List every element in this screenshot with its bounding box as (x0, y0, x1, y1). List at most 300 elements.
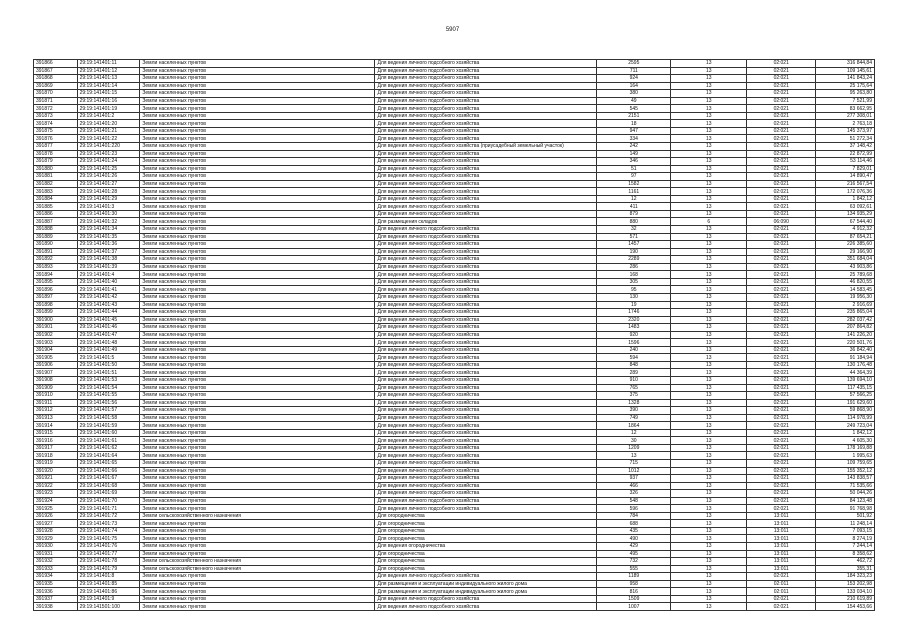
code-cell: 02:021 (747, 376, 816, 384)
table-row (34, 527, 875, 535)
row-number-cell: 391932 (34, 558, 78, 566)
row-number-cell: 391891 (34, 248, 78, 256)
group-cell: 13 (671, 112, 747, 120)
cadastral-number-cell: 29:19:141401:13 (77, 75, 140, 83)
permitted-use-cell: Для ведения личного подсобного хозяйства (375, 505, 597, 513)
area-cell: 429 (597, 543, 671, 551)
table-row (34, 67, 875, 75)
group-cell: 13 (671, 165, 747, 173)
table-row (34, 60, 875, 68)
cadastral-value-cell: 7 521,99 (816, 97, 875, 105)
permitted-use-cell: Для ведения личного подсобного хозяйства (375, 135, 597, 143)
table-row (34, 565, 875, 573)
table-row (34, 226, 875, 234)
area-cell: 435 (597, 527, 671, 535)
permitted-use-cell: Для ведения личного подсобного хозяйства (375, 120, 597, 128)
group-cell: 13 (671, 490, 747, 498)
cadastral-number-cell: 29:19:141401:24 (77, 158, 140, 166)
area-cell: 346 (597, 158, 671, 166)
land-category-cell: Земли населенных пунктов (140, 316, 375, 324)
land-category-cell: Земли населенных пунктов (140, 60, 375, 68)
row-number-cell: 391878 (34, 150, 78, 158)
table-row (34, 573, 875, 581)
table-row (34, 520, 875, 528)
code-cell: 13:011 (747, 520, 816, 528)
area-cell: 97 (597, 173, 671, 181)
group-cell: 13 (671, 392, 747, 400)
area-cell: 879 (597, 210, 671, 218)
cadastral-number-cell: 29:19:141401:23 (77, 150, 140, 158)
area-cell: 19 (597, 301, 671, 309)
code-cell: 02:021 (747, 324, 816, 332)
cadastral-value-cell: 83 662,95 (816, 105, 875, 113)
cadastral-value-cell: 216 567,54 (816, 180, 875, 188)
cadastral-value-cell: 316 844,84 (816, 60, 875, 68)
cadastral-number-cell: 29:19:141401:11 (77, 60, 140, 68)
row-number-cell: 391920 (34, 467, 78, 475)
cadastral-value-cell: 4 605,30 (816, 437, 875, 445)
cadastral-value-cell: 220 501,76 (816, 339, 875, 347)
area-cell: 240 (597, 346, 671, 354)
code-cell: 02:021 (747, 180, 816, 188)
code-cell: 02:021 (747, 384, 816, 392)
table-row (34, 316, 875, 324)
cadastral-number-cell: 29:19:141401:56 (77, 399, 140, 407)
group-cell: 13 (671, 90, 747, 98)
land-category-cell: Земли населенных пунктов (140, 324, 375, 332)
area-cell: 571 (597, 233, 671, 241)
code-cell: 02:021 (747, 339, 816, 347)
cadastral-number-cell: 29:19:141401:70 (77, 497, 140, 505)
permitted-use-cell: Для ведения личного подсобного хозяйства (375, 112, 597, 120)
land-category-cell: Земли населенных пунктов (140, 180, 375, 188)
table-row (34, 399, 875, 407)
code-cell: 02:021 (747, 127, 816, 135)
area-cell: 2151 (597, 112, 671, 120)
cadastral-value-cell: 141 843,24 (816, 75, 875, 83)
row-number-cell: 391935 (34, 580, 78, 588)
code-cell: 13:011 (747, 543, 816, 551)
code-cell: 02:021 (747, 135, 816, 143)
group-cell: 13 (671, 316, 747, 324)
group-cell: 13 (671, 331, 747, 339)
cadastral-value-cell: 67 544,40 (816, 218, 875, 226)
permitted-use-cell: Для ведения личного подсобного хозяйства (375, 354, 597, 362)
cadastral-number-cell: 29:19:141401:72 (77, 512, 140, 520)
permitted-use-cell: Для ведения личного подсобного хозяйства (375, 256, 597, 264)
row-number-cell: 391923 (34, 490, 78, 498)
group-cell: 13 (671, 173, 747, 181)
cadastral-number-cell: 29:19:141401:76 (77, 543, 140, 551)
area-cell: 305 (597, 278, 671, 286)
row-number-cell: 391889 (34, 233, 78, 241)
cadastral-value-cell: 133 034,10 (816, 588, 875, 596)
row-number-cell: 391910 (34, 392, 78, 400)
land-category-cell: Земли населенных пунктов (140, 90, 375, 98)
group-cell: 13 (671, 301, 747, 309)
area-cell: 880 (597, 218, 671, 226)
permitted-use-cell: Для ведения личного подсобного хозяйства (375, 226, 597, 234)
cadastral-value-cell: 7 093,15 (816, 527, 875, 535)
code-cell: 02:021 (747, 97, 816, 105)
land-category-cell: Земли населенных пунктов (140, 165, 375, 173)
group-cell: 13 (671, 82, 747, 90)
cadastral-number-cell: 29:19:141401:48 (77, 339, 140, 347)
code-cell: 02:021 (747, 437, 816, 445)
code-cell: 02:021 (747, 346, 816, 354)
permitted-use-cell: Для ведения личного подсобного хозяйства (375, 127, 597, 135)
row-number-cell: 391883 (34, 188, 78, 196)
table-row (34, 414, 875, 422)
table-row (34, 437, 875, 445)
land-category-cell: Земли населенных пунктов (140, 475, 375, 483)
area-cell: 816 (597, 588, 671, 596)
area-cell: 910 (597, 376, 671, 384)
code-cell: 13:011 (747, 558, 816, 566)
permitted-use-cell: Для ведения личного подсобного хозяйства (375, 248, 597, 256)
table-row (34, 241, 875, 249)
cadastral-number-cell: 29:19:141401:53 (77, 376, 140, 384)
table-row (34, 543, 875, 551)
cadastral-value-cell: 95 263,80 (816, 90, 875, 98)
land-category-cell: Земли населенных пунктов (140, 520, 375, 528)
cadastral-number-cell: 29:19:141401:39 (77, 263, 140, 271)
table-row (34, 429, 875, 437)
area-cell: 545 (597, 105, 671, 113)
land-category-cell: Земли населенных пунктов (140, 339, 375, 347)
row-number-cell: 391867 (34, 67, 78, 75)
cadastral-value-cell: 143 838,57 (816, 475, 875, 483)
code-cell: 02:021 (747, 150, 816, 158)
area-cell: 947 (597, 127, 671, 135)
code-cell: 02:021 (747, 248, 816, 256)
permitted-use-cell: Для ведения личного подсобного хозяйства (375, 399, 597, 407)
table-row (34, 82, 875, 90)
cadastral-number-cell: 29:19:141401:64 (77, 452, 140, 460)
cadastral-number-cell: 29:19:141401:19 (77, 105, 140, 113)
permitted-use-cell: Для ведения личного подсобного хозяйства (375, 60, 597, 68)
code-cell: 02:021 (747, 226, 816, 234)
land-category-cell: Земли населенных пунктов (140, 226, 375, 234)
cadastral-number-cell: 29:19:141401:9 (77, 595, 140, 603)
row-number-cell: 391903 (34, 339, 78, 347)
permitted-use-cell: Для ведения личного подсобного хозяйства (375, 105, 597, 113)
group-cell: 13 (671, 520, 747, 528)
row-number-cell: 391895 (34, 278, 78, 286)
row-number-cell: 391890 (34, 241, 78, 249)
group-cell: 13 (671, 452, 747, 460)
land-category-cell: Земли населенных пунктов (140, 414, 375, 422)
table-row (34, 407, 875, 415)
land-category-cell: Земли населенных пунктов (140, 429, 375, 437)
row-number-cell: 391906 (34, 361, 78, 369)
cadastral-value-cell: 7 829,01 (816, 165, 875, 173)
area-cell: 18 (597, 120, 671, 128)
row-number-cell: 391917 (34, 444, 78, 452)
row-number-cell: 391877 (34, 143, 78, 151)
row-number-cell: 391921 (34, 475, 78, 483)
cadastral-number-cell: 29:19:141401:26 (77, 173, 140, 181)
cadastral-number-cell: 29:19:141401:32 (77, 218, 140, 226)
permitted-use-cell: Для ведения личного подсобного хозяйства (375, 422, 597, 430)
permitted-use-cell: Для ведения огородничества (375, 543, 597, 551)
land-category-cell: Земли населенных пунктов (140, 369, 375, 377)
area-cell: 924 (597, 75, 671, 83)
code-cell: 02:021 (747, 467, 816, 475)
table-row (34, 588, 875, 596)
land-category-cell: Земли населенных пунктов (140, 248, 375, 256)
area-cell: 380 (597, 90, 671, 98)
group-cell: 13 (671, 135, 747, 143)
cadastral-value-cell: 139 694,10 (816, 376, 875, 384)
cadastral-value-cell: 29 166,90 (816, 248, 875, 256)
table-row (34, 369, 875, 377)
group-cell: 13 (671, 369, 747, 377)
cadastral-value-cell: 14 583,45 (816, 286, 875, 294)
area-cell: 32 (597, 226, 671, 234)
permitted-use-cell: Для огородничества (375, 558, 597, 566)
area-cell: 1457 (597, 241, 671, 249)
permitted-use-cell: Для ведения личного подсобного хозяйства (375, 361, 597, 369)
table-row (34, 278, 875, 286)
cadastral-value-cell: 249 723,04 (816, 422, 875, 430)
table-row (34, 444, 875, 452)
code-cell: 02:021 (747, 301, 816, 309)
cadastral-number-cell: 29:19:141401:85 (77, 580, 140, 588)
area-cell: 190 (597, 248, 671, 256)
code-cell: 02:021 (747, 105, 816, 113)
table-row (34, 195, 875, 203)
area-cell: 1007 (597, 603, 671, 611)
group-cell: 13 (671, 75, 747, 83)
cadastral-value-cell: 8 358,62 (816, 550, 875, 558)
group-cell: 13 (671, 293, 747, 301)
code-cell: 02:021 (747, 309, 816, 317)
permitted-use-cell: Для ведения личного подсобного хозяйства (375, 165, 597, 173)
land-category-cell: Земли населенных пунктов (140, 505, 375, 513)
cadastral-number-cell: 29:19:141401:51 (77, 369, 140, 377)
table-row (34, 158, 875, 166)
cadastral-value-cell: 134 935,29 (816, 210, 875, 218)
code-cell: 02:021 (747, 120, 816, 128)
permitted-use-cell: Для ведения личного подсобного хозяйства (375, 407, 597, 415)
permitted-use-cell: Для ведения личного подсобного хозяйства (375, 150, 597, 158)
row-number-cell: 391879 (34, 158, 78, 166)
row-number-cell: 391937 (34, 595, 78, 603)
group-cell: 13 (671, 399, 747, 407)
area-cell: 326 (597, 490, 671, 498)
permitted-use-cell: Для ведения личного подсобного хозяйства (375, 452, 597, 460)
cadastral-value-cell: 43 903,86 (816, 263, 875, 271)
cadastral-value-cell: 109 145,61 (816, 67, 875, 75)
area-cell: 51 (597, 165, 671, 173)
area-cell: 732 (597, 558, 671, 566)
table-row (34, 105, 875, 113)
land-category-cell: Земли населенных пунктов (140, 135, 375, 143)
area-cell: 848 (597, 361, 671, 369)
group-cell: 13 (671, 309, 747, 317)
cadastral-value-cell: 501,92 (816, 512, 875, 520)
group-cell: 13 (671, 527, 747, 535)
cadastral-number-cell: 29:19:141401:41 (77, 286, 140, 294)
cadastral-value-cell: 53 114,46 (816, 158, 875, 166)
land-category-cell: Земли населенных пунктов (140, 218, 375, 226)
code-cell: 02:021 (747, 422, 816, 430)
cadastral-number-cell: 29:19:141401:54 (77, 384, 140, 392)
cadastral-value-cell: 153 202,98 (816, 580, 875, 588)
cadastral-value-cell: 191 629,60 (816, 399, 875, 407)
row-number-cell: 391915 (34, 429, 78, 437)
land-category-cell: Земли населенных пунктов (140, 482, 375, 490)
row-number-cell: 391873 (34, 112, 78, 120)
permitted-use-cell: Для ведения личного подсобного хозяйства (375, 444, 597, 452)
land-category-cell: Земли населенных пунктов (140, 150, 375, 158)
group-cell: 13 (671, 580, 747, 588)
permitted-use-cell: Для ведения личного подсобного хозяйства (375, 384, 597, 392)
permitted-use-cell: Для ведения личного подсобного хозяйства (375, 75, 597, 83)
table-row (34, 263, 875, 271)
row-number-cell: 391928 (34, 527, 78, 535)
table-row (34, 392, 875, 400)
group-cell: 13 (671, 437, 747, 445)
area-cell: 1161 (597, 188, 671, 196)
code-cell: 02:021 (747, 361, 816, 369)
cadastral-value-cell: 235 865,04 (816, 309, 875, 317)
row-number-cell: 391884 (34, 195, 78, 203)
row-number-cell: 391896 (34, 286, 78, 294)
group-cell: 13 (671, 354, 747, 362)
cadastral-number-cell: 29:19:141401:60 (77, 429, 140, 437)
table-row (34, 127, 875, 135)
cadastral-value-cell: 25 789,68 (816, 271, 875, 279)
table-row (34, 376, 875, 384)
table-row (34, 595, 875, 603)
area-cell: 286 (597, 263, 671, 271)
permitted-use-cell: Для ведения личного подсобного хозяйства (375, 429, 597, 437)
group-cell: 13 (671, 459, 747, 467)
area-cell: 289 (597, 369, 671, 377)
cadastral-number-cell: 29:19:141401:14 (77, 82, 140, 90)
cadastral-number-cell: 29:19:141401:65 (77, 459, 140, 467)
table-row (34, 346, 875, 354)
area-cell: 1012 (597, 467, 671, 475)
cadastral-number-cell: 29:19:141501:100 (77, 603, 140, 611)
land-category-cell: Земли населенных пунктов (140, 233, 375, 241)
code-cell: 02:021 (747, 452, 816, 460)
code-cell: 02:021 (747, 112, 816, 120)
land-category-cell: Земли населенных пунктов (140, 354, 375, 362)
group-cell: 13 (671, 595, 747, 603)
group-cell: 13 (671, 407, 747, 415)
land-category-cell: Земли населенных пунктов (140, 580, 375, 588)
permitted-use-cell: Для размещения и эксплуатации индивидуального жилого дома (375, 580, 597, 588)
land-category-cell: Земли населенных пунктов (140, 444, 375, 452)
permitted-use-cell: Для ведения личного подсобного хозяйства (375, 286, 597, 294)
table-row (34, 550, 875, 558)
permitted-use-cell: Для ведения личного подсобного хозяйства (375, 301, 597, 309)
code-cell: 02:021 (747, 369, 816, 377)
permitted-use-cell: Для огородничества (375, 565, 597, 573)
table-row (34, 512, 875, 520)
code-cell: 13:011 (747, 512, 816, 520)
code-cell: 02:021 (747, 505, 816, 513)
cadastral-value-cell: 210 619,89 (816, 595, 875, 603)
group-cell: 13 (671, 414, 747, 422)
group-cell: 13 (671, 573, 747, 581)
row-number-cell: 391912 (34, 407, 78, 415)
area-cell: 375 (597, 392, 671, 400)
area-cell: 490 (597, 535, 671, 543)
permitted-use-cell: Для ведения личного подсобного хозяйства (375, 376, 597, 384)
land-category-cell: Земли населенных пунктов (140, 497, 375, 505)
permitted-use-cell: Для ведения личного подсобного хозяйства (375, 188, 597, 196)
area-cell: 130 (597, 293, 671, 301)
cadastral-number-cell: 29:19:141401:42 (77, 293, 140, 301)
row-number-cell: 391918 (34, 452, 78, 460)
land-category-cell: Земли населенных пунктов (140, 112, 375, 120)
code-cell: 13:011 (747, 550, 816, 558)
cadastral-value-cell: 59 868,90 (816, 407, 875, 415)
permitted-use-cell: Для ведения личного подсобного хозяйства (375, 158, 597, 166)
row-number-cell: 391931 (34, 550, 78, 558)
cadastral-number-cell: 29:19:141401:8 (77, 573, 140, 581)
row-number-cell: 391916 (34, 437, 78, 445)
group-cell: 13 (671, 256, 747, 264)
cadastral-value-cell: 355,31 (816, 565, 875, 573)
area-cell: 168 (597, 271, 671, 279)
code-cell: 02:021 (747, 573, 816, 581)
cadastral-number-cell: 29:19:141401:71 (77, 505, 140, 513)
land-category-cell: Земли населенных пунктов (140, 203, 375, 211)
group-cell: 13 (671, 444, 747, 452)
cadastral-number-cell: 29:19:141401:55 (77, 392, 140, 400)
land-category-cell: Земли населенных пунктов (140, 271, 375, 279)
area-cell: 1328 (597, 399, 671, 407)
cadastral-number-cell: 29:19:141401:34 (77, 226, 140, 234)
table-row (34, 112, 875, 120)
cadastral-value-cell: 8 274,19 (816, 535, 875, 543)
code-cell: 02:021 (747, 165, 816, 173)
permitted-use-cell: Для ведения личного подсобного хозяйства (375, 324, 597, 332)
cadastral-value-cell: 57 566,25 (816, 392, 875, 400)
permitted-use-cell: Для размещения и эксплуатации индивидуального жилого дома (375, 588, 597, 596)
permitted-use-cell: Для ведения личного подсобного хозяйства (375, 309, 597, 317)
code-cell: 02:021 (747, 271, 816, 279)
cadastral-value-cell: 114 978,99 (816, 414, 875, 422)
permitted-use-cell: Для размещения складов (375, 218, 597, 226)
cadastral-value-cell: 91 768,98 (816, 505, 875, 513)
code-cell: 02:021 (747, 203, 816, 211)
area-cell: 1189 (597, 573, 671, 581)
area-cell: 594 (597, 354, 671, 362)
group-cell: 13 (671, 241, 747, 249)
group-cell: 13 (671, 565, 747, 573)
cadastral-value-cell: 154 453,66 (816, 603, 875, 611)
group-cell: 13 (671, 550, 747, 558)
group-cell: 13 (671, 429, 747, 437)
code-cell: 02:021 (747, 399, 816, 407)
row-number-cell: 391882 (34, 180, 78, 188)
code-cell: 02:021 (747, 82, 816, 90)
area-cell: 12 (597, 195, 671, 203)
group-cell: 13 (671, 158, 747, 166)
land-category-cell: Земли населенных пунктов (140, 399, 375, 407)
group-cell: 13 (671, 361, 747, 369)
code-cell: 02:021 (747, 490, 816, 498)
group-cell: 13 (671, 543, 747, 551)
code-cell: 02:021 (747, 75, 816, 83)
cadastral-value-cell: 2 763,18 (816, 120, 875, 128)
